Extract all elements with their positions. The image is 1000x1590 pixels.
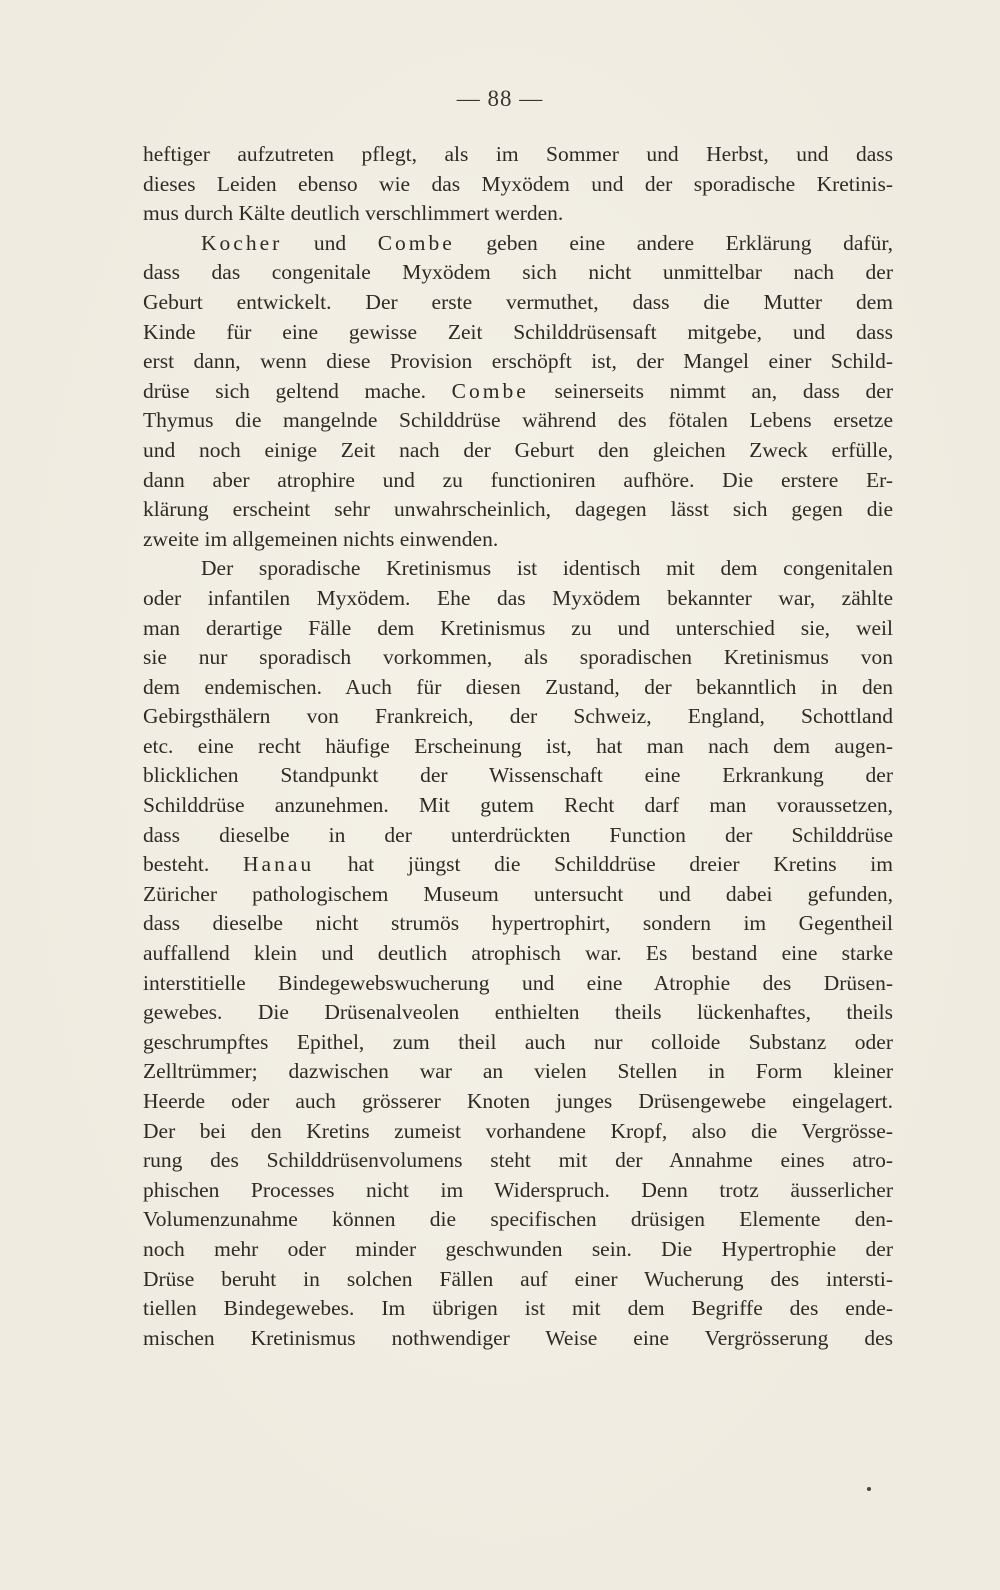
text-line: erst dann, wenn diese Provision erschöpft ist, der Mangel einer Schild- bbox=[143, 349, 893, 374]
text-line: noch mehr oder minder geschwunden sein. Die Hypertrophie der bbox=[143, 1236, 893, 1261]
ink-speck bbox=[867, 1487, 871, 1491]
text-line: Zelltrümmer; dazwischen war an vielen Stellen in Form kleiner bbox=[143, 1059, 893, 1084]
text-line: besteht. Hanau hat jüngst die Schilddrüse dreier Kretins im bbox=[143, 852, 893, 877]
text-line: Geburt entwickelt. Der erste vermuthet, dass die Mutter dem bbox=[143, 289, 893, 314]
text-line: Drüse beruht in solchen Fällen auf einer Wucherung des intersti- bbox=[143, 1266, 893, 1291]
text-line: drüse sich geltend mache. Combe seinerseits nimmt an, dass der bbox=[143, 378, 893, 403]
text-line: dass dieselbe in der unterdrückten Function der Schilddrüse bbox=[143, 822, 893, 847]
text-line: dann aber atrophire und zu functioniren aufhöre. Die erstere Er- bbox=[143, 467, 893, 492]
text-line: auffallend klein und deutlich atrophisch war. Es bestand eine starke bbox=[143, 941, 893, 966]
text-line: dieses Leiden ebenso wie das Myxödem und der sporadische Kretinis- bbox=[143, 171, 893, 196]
text-line: Kinde für eine gewisse Zeit Schilddrüsensaft mitgebe, und dass bbox=[143, 319, 893, 344]
body-text bbox=[143, 140, 893, 1353]
text-line: mischen Kretinismus nothwendiger Weise eine Vergrösserung des bbox=[143, 1325, 893, 1350]
text-line: tiellen Bindegewebes. Im übrigen ist mit dem Begriffe des ende- bbox=[143, 1296, 893, 1321]
text-line: gewebes. Die Drüsenalveolen enthielten theils lückenhaftes, theils bbox=[143, 1000, 893, 1025]
text-line: Der sporadische Kretinismus ist identisch mit dem congenitalen bbox=[201, 556, 893, 581]
text-line: man derartige Fälle dem Kretinismus zu und unterschied sie, weil bbox=[143, 615, 893, 640]
text-line: und noch einige Zeit nach der Geburt den gleichen Zweck erfülle, bbox=[143, 437, 893, 462]
text-line: dass das congenitale Myxödem sich nicht unmittelbar nach der bbox=[143, 260, 893, 285]
text-line: Der bei den Kretins zumeist vorhandene Kropf, also die Vergrösse- bbox=[143, 1118, 893, 1143]
text-line: dass dieselbe nicht strumös hypertrophirt, sondern im Gegentheil bbox=[143, 911, 893, 936]
text-line: zweite im allgemeinen nichts einwenden. bbox=[143, 526, 499, 551]
text-line: Schilddrüse anzunehmen. Mit gutem Recht darf man voraussetzen, bbox=[143, 793, 893, 818]
text-line: rung des Schilddrüsenvolumens steht mit der Annahme eines atro- bbox=[143, 1148, 893, 1173]
text-line: geschrumpftes Epithel, zum theil auch nur colloide Substanz oder bbox=[143, 1029, 893, 1054]
text-line: etc. eine recht häufige Erscheinung ist, hat man nach dem augen- bbox=[143, 733, 893, 758]
text-line: phischen Processes nicht im Widerspruch. Denn trotz äusserlicher bbox=[143, 1177, 893, 1202]
text-line: Züricher pathologischem Museum untersucht und dabei gefunden, bbox=[143, 881, 893, 906]
text-line: Heerde oder auch grösserer Knoten junges Drüsengewebe eingelagert. bbox=[143, 1089, 893, 1113]
text-line: sie nur sporadisch vorkommen, als sporadischen Kretinismus von bbox=[143, 645, 893, 670]
text-line: Kocher und Combe geben eine andere Erklärung dafür, bbox=[201, 230, 894, 255]
text-line: oder infantilen Myxödem. Ehe das Myxödem bekannter war, zählte bbox=[143, 585, 893, 610]
text-line: dem endemischen. Auch für diesen Zustand, der bekanntlich in den bbox=[143, 674, 893, 699]
text-line: klärung erscheint sehr unwahrscheinlich, dagegen lässt sich gegen die bbox=[143, 497, 893, 522]
page-number: — 88 — bbox=[456, 86, 544, 111]
text-line: Gebirgsthälern von Frankreich, der Schweiz, England, Schottland bbox=[143, 704, 893, 729]
text-line: mus durch Kälte deutlich verschlimmert werden. bbox=[143, 201, 564, 226]
text-line: Thymus die mangelnde Schilddrüse während des fötalen Lebens ersetze bbox=[143, 408, 893, 433]
text-line: blicklichen Standpunkt der Wissenschaft eine Erkrankung der bbox=[143, 763, 893, 788]
text-line: Volumenzunahme können die specifischen drüsigen Elemente den- bbox=[143, 1207, 893, 1232]
text-line: interstitielle Bindegewebswucherung und eine Atrophie des Drüsen- bbox=[143, 970, 893, 995]
text-line: heftiger aufzutreten pflegt, als im Sommer und Herbst, und dass bbox=[143, 142, 893, 166]
